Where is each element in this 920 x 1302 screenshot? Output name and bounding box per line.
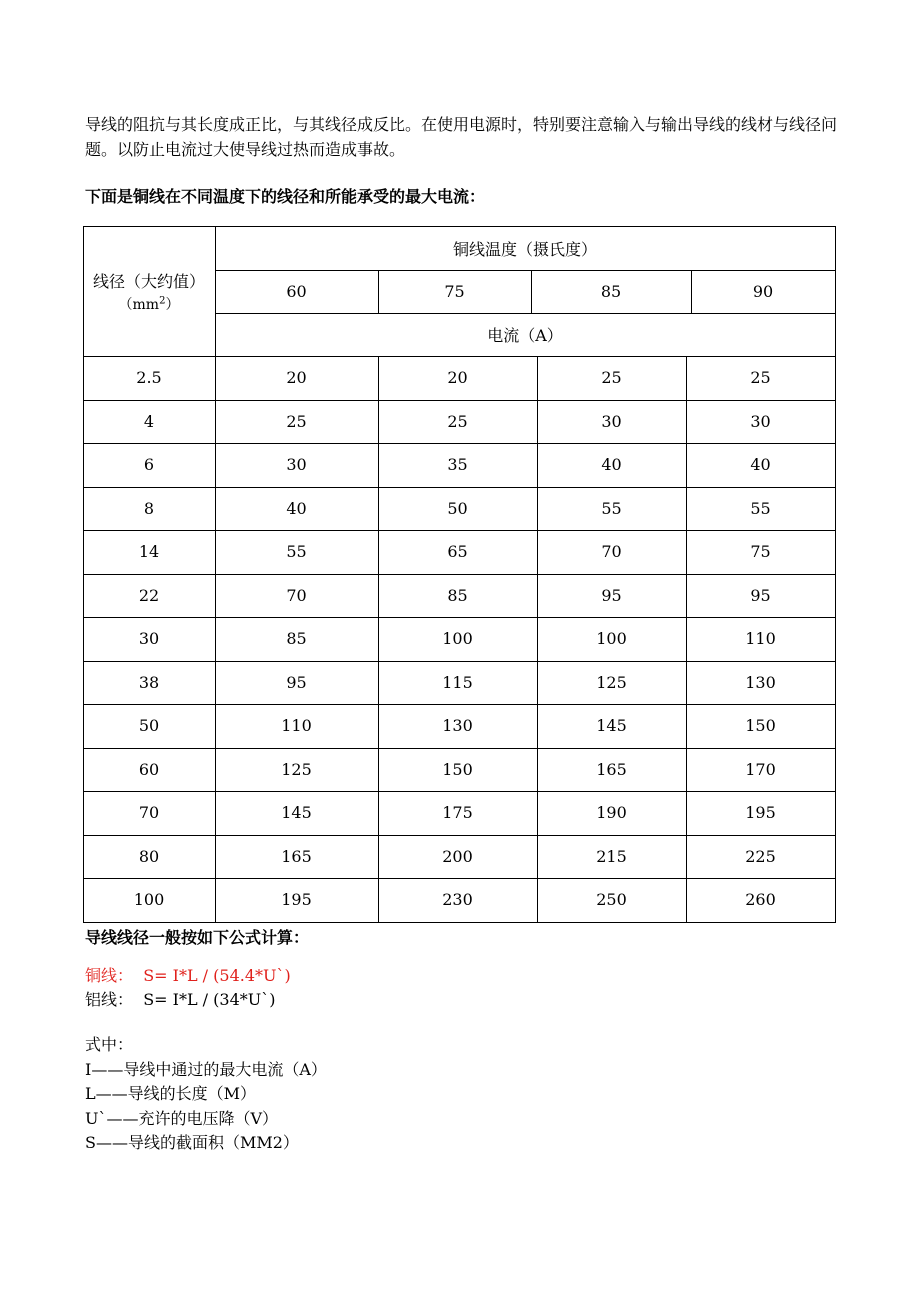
table-rule: [215, 356, 216, 922]
table-cell-current: 115: [442, 672, 473, 692]
table-cell-current: 150: [442, 759, 473, 779]
table-cell-size: 70: [138, 803, 160, 823]
table-cell-current: 95: [286, 672, 307, 692]
aluminum-expression: S= I*L / (34*U`): [133, 990, 276, 1009]
row-header-unit-open: （mm: [118, 296, 160, 313]
table-cell-current: 40: [601, 455, 622, 475]
table-cell-current: 55: [601, 498, 622, 518]
table-cell-current: 55: [750, 498, 771, 518]
table-cell-current: 200: [442, 846, 473, 866]
table-cell-current: 260: [745, 890, 776, 910]
table-border-bottom: [83, 922, 836, 923]
table-rule: [537, 356, 538, 922]
table-cell-current: 65: [447, 542, 468, 562]
table-cell-current: 20: [447, 368, 468, 388]
table-cell-current: 70: [286, 585, 307, 605]
table-cell-current: 30: [750, 411, 771, 431]
table-rule: [83, 574, 835, 575]
table-cell-current: 175: [442, 803, 473, 823]
table-cell-current: 125: [596, 672, 627, 692]
table-cell-current: 130: [745, 672, 776, 692]
copper-formula: [85, 964, 291, 988]
definition-item: I——导线中通过的最大电流（A）: [85, 1059, 327, 1079]
table-cell-current: 30: [286, 455, 307, 475]
copper-wire-current-table: [83, 226, 835, 921]
table-cell-current: 145: [596, 716, 627, 736]
table-cell-current: 190: [596, 803, 627, 823]
table-border-right: [835, 226, 836, 922]
table-cell-current: 250: [596, 890, 627, 910]
table-cell-current: 170: [745, 759, 776, 779]
table-rule: [83, 704, 835, 705]
table-rule: [83, 748, 835, 749]
table-cell-current: 25: [447, 411, 468, 431]
table-cell-current: 100: [596, 629, 627, 649]
table-cell-size: 22: [138, 585, 160, 605]
table-rule: [83, 356, 835, 357]
current-header: 电流（A）: [487, 326, 563, 345]
row-header-label: 线径（大约值）: [92, 271, 205, 291]
table-border-top: [83, 226, 835, 227]
table-rule: [215, 270, 835, 271]
table-rule: [83, 661, 835, 662]
table-cell-current: 30: [601, 411, 622, 431]
definitions-title: 式中：: [85, 1035, 134, 1054]
table-cell-current: 40: [750, 455, 771, 475]
intro-paragraph: 导线的阻抗与其长度成正比，与其线径成反比。在使用电源时，特别要注意输入与输出导线的线材与线径问题。以防止电流过大使导线过热而造成事故。: [85, 115, 838, 159]
temp-cell-75: 75: [444, 282, 465, 301]
row-header-cell: [83, 226, 215, 356]
definition-item: U`——充许的电压降（V）: [85, 1108, 279, 1128]
table-rule: [83, 835, 835, 836]
table-cell-current: 95: [750, 585, 771, 605]
table-cell-current: 85: [447, 585, 468, 605]
table-cell-size: 38: [138, 672, 160, 692]
table-cell-current: 230: [442, 890, 473, 910]
table-cell-current: 70: [601, 542, 622, 562]
table-rule: [83, 530, 835, 531]
table-cell-size: 80: [138, 846, 160, 866]
aluminum-formula: [85, 988, 275, 1012]
table-rule: [215, 226, 216, 356]
table-cell-current: 165: [596, 759, 627, 779]
row-header-unit-close: ）: [165, 296, 180, 313]
table-cell-current: 95: [601, 585, 622, 605]
definition-item: S——导线的截面积（MM2）: [85, 1133, 299, 1152]
row-header-unit: [119, 294, 180, 314]
temp-cell-90: 90: [752, 282, 774, 301]
table-cell-current: 110: [745, 629, 776, 649]
table-heading: 下面是铜线在不同温度下的线径和所能承受的最大电流：: [85, 187, 486, 206]
table-cell-current: 100: [442, 629, 473, 649]
table-cell-current: 75: [750, 542, 771, 562]
table-cell-current: 110: [281, 716, 312, 736]
temp-cell-85: 85: [600, 282, 622, 301]
copper-expression: S= I*L / (54.4*U`): [133, 966, 291, 985]
definitions-block: [85, 1033, 327, 1156]
table-rule: [83, 443, 835, 444]
copper-label: 铜线：: [85, 966, 134, 985]
table-rule: [83, 487, 835, 488]
table-cell-size: 8: [143, 498, 155, 518]
aluminum-label: 铝线：: [85, 990, 134, 1009]
table-rule: [83, 400, 835, 401]
table-rule: [83, 878, 835, 879]
table-cell-current: 35: [447, 455, 468, 475]
table-cell-size: 100: [133, 890, 165, 910]
temp-cell-60: 60: [286, 282, 307, 301]
table-rule: [686, 356, 687, 922]
table-cell-size: 6: [143, 455, 155, 475]
temperature-header: 铜线温度（摄氏度）: [452, 239, 597, 259]
table-rule: [378, 356, 379, 922]
table-cell-size: 14: [138, 542, 160, 562]
table-cell-current: 125: [281, 759, 312, 779]
table-rule: [378, 270, 379, 313]
formula-heading: 导线线径一般按如下公式计算：: [85, 928, 310, 947]
table-rule: [215, 313, 835, 314]
table-cell-current: 25: [750, 368, 771, 388]
table-cell-size: 2.5: [136, 368, 162, 388]
table-cell-current: 225: [745, 846, 776, 866]
row-header-unit-sup: 2: [159, 294, 166, 306]
table-rule: [531, 270, 532, 313]
table-cell-current: 40: [286, 498, 307, 518]
table-rule: [83, 791, 835, 792]
table-cell-current: 130: [442, 716, 473, 736]
table-cell-current: 85: [286, 629, 307, 649]
table-cell-current: 25: [601, 368, 622, 388]
table-cell-current: 55: [286, 542, 307, 562]
table-cell-size: 4: [143, 411, 155, 431]
table-cell-current: 215: [596, 846, 627, 866]
table-cell-current: 165: [281, 846, 312, 866]
table-cell-current: 145: [281, 803, 312, 823]
table-cell-size: 30: [138, 629, 160, 649]
table-cell-size: 50: [138, 716, 160, 736]
table-cell-current: 20: [286, 368, 307, 388]
table-cell-current: 25: [286, 411, 307, 431]
table-cell-size: 60: [138, 759, 160, 779]
table-rule: [83, 617, 835, 618]
table-rule: [691, 270, 692, 313]
table-cell-current: 195: [745, 803, 776, 823]
table-cell-current: 50: [447, 498, 468, 518]
definition-item: L——导线的长度（M）: [85, 1084, 257, 1103]
table-cell-current: 150: [745, 716, 776, 736]
table-cell-current: 195: [281, 890, 312, 910]
